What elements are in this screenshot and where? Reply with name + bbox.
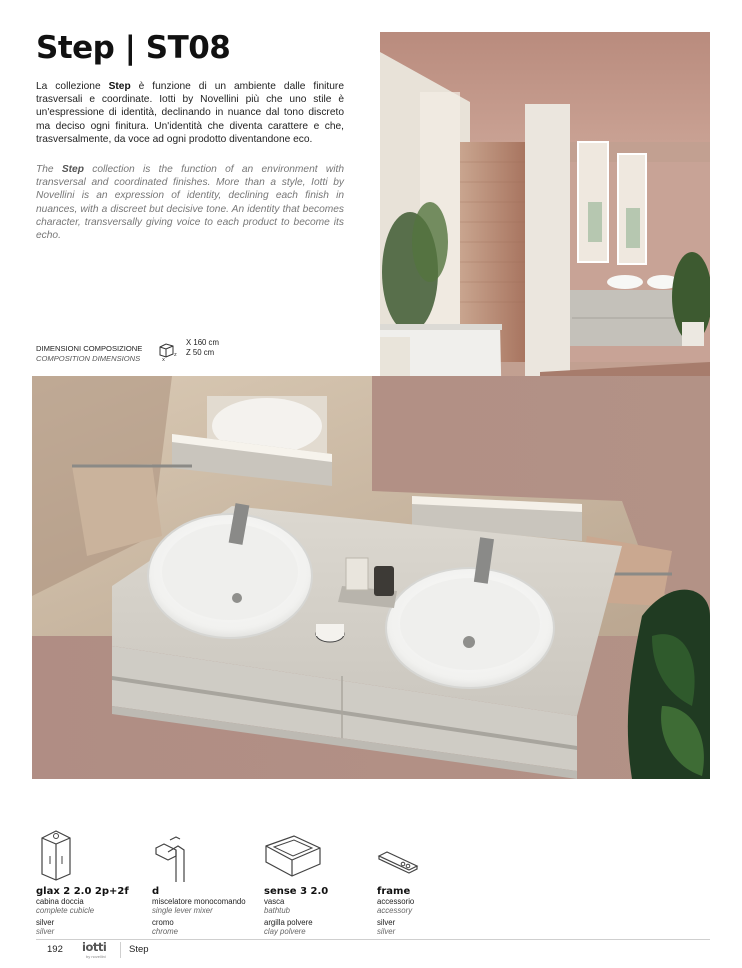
product-name: d <box>152 886 160 897</box>
intro-english: The Step collection is the function of an environment with transversal and coordinated finishes. More than a style, Iotti by Novellini is an expression of identity, declining each finish in nuances, with a discreet but decisive tone. An identity that becomes character, transversally giving voice to each product to become its echo. <box>36 164 344 242</box>
footer-divider <box>36 939 710 940</box>
svg-text:x: x <box>162 357 165 361</box>
product-desc-it: cabina doccia <box>36 897 84 906</box>
composition-dimensions <box>36 338 219 364</box>
product-desc-en: single lever mixer <box>152 906 213 915</box>
product-finish-it: silver <box>377 918 396 927</box>
footer-section-name: Step <box>129 944 149 955</box>
product-finish-it: silver <box>36 918 55 927</box>
product-item <box>377 826 497 936</box>
product-finish-en: silver <box>377 927 396 936</box>
product-desc-en: complete cubicle <box>36 906 95 915</box>
product-finish-en: silver <box>36 927 55 936</box>
product-list <box>36 826 710 936</box>
product-desc-en: bathtub <box>264 906 291 915</box>
product-name: sense 3 2.0 <box>264 886 329 897</box>
product-item <box>264 826 384 936</box>
product-finish-it: argilla polvere <box>264 918 313 927</box>
product-desc-it: vasca <box>264 897 285 906</box>
dimensions-label-en: COMPOSITION DIMENSIONS <box>36 354 141 363</box>
dimensions-label-it: DIMENSIONI COMPOSIZIONE <box>36 344 143 353</box>
dimension-z: Z 50 cm <box>186 348 215 357</box>
product-desc-it: miscelatore monocomando <box>152 897 246 906</box>
bathtub-icon <box>264 826 322 882</box>
logo-wordmark: iotti <box>82 940 107 954</box>
product-name: glax 2 2.0 2p+2f <box>36 886 129 897</box>
product-finish-en: chrome <box>152 927 178 936</box>
product-desc-en: accessory <box>377 906 413 915</box>
mixer-tap-icon <box>152 826 192 882</box>
product-item <box>36 826 156 936</box>
footer-separator <box>120 942 121 958</box>
washbasin-photo-closeup <box>32 376 710 779</box>
product-finish-it: cromo <box>152 918 174 927</box>
product-desc-it: accessorio <box>377 897 415 906</box>
dimension-box-icon <box>158 341 178 361</box>
iotti-logo <box>80 939 116 961</box>
intro-italian: La collezione Step è funzione di un ambiente dalle finiture trasversali e coordinate. Iotti by Novellini più che uno stile è un'espressione di identità, declinando in nuance dal tono discreto ma deciso ogni finitura. Un'identità che diventa carattere e che, trasversalmente, da voce ad ogni prodotto diventandone eco. <box>36 81 344 145</box>
shower-cubicle-icon <box>36 826 76 882</box>
product-name: frame <box>377 886 411 897</box>
svg-text:z: z <box>174 352 177 358</box>
logo-subtitle: by novellini <box>86 954 106 959</box>
accessory-shelf-icon <box>377 826 421 882</box>
product-item <box>152 826 272 936</box>
dimension-x: X 160 cm <box>186 338 219 347</box>
page-title: Step | ST08 <box>36 30 231 66</box>
page-number: 192 <box>47 944 63 955</box>
product-finish-en: clay polvere <box>264 927 306 936</box>
